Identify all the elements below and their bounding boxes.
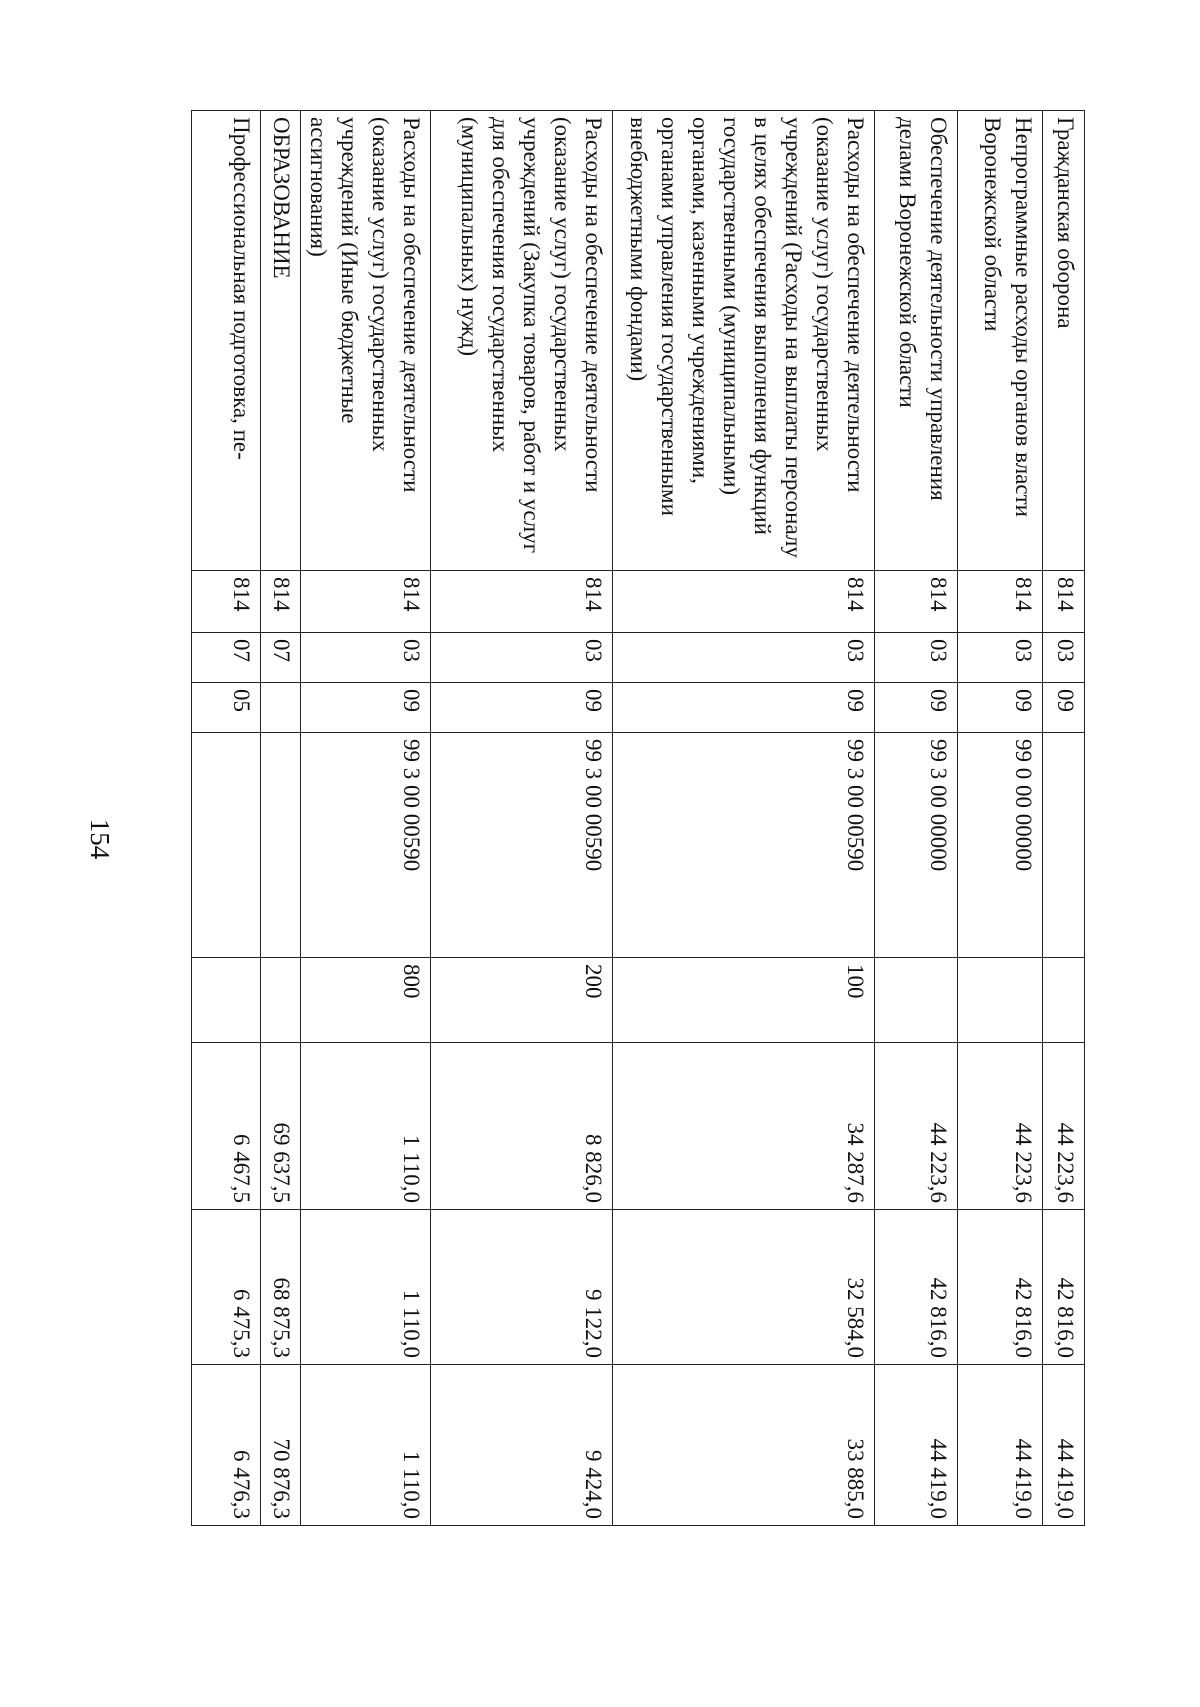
cell-name: Гражданская оборона [1043, 111, 1085, 571]
cell-csr: 99 3 00 00590 [301, 733, 431, 958]
budget-table [191, 110, 1085, 1526]
cell-rz: 07 [192, 633, 261, 683]
cell-name: Непрограммные расходы органов власти Воронежской области [958, 111, 1043, 571]
cell-rz: 03 [958, 633, 1043, 683]
cell-vr: 200 [431, 958, 613, 1043]
cell-csr: 99 0 00 00000 [958, 733, 1043, 958]
rotated-table-wrapper [200, 110, 1085, 1525]
cell-rz: 03 [613, 633, 875, 683]
cell-vr [875, 958, 958, 1043]
cell-csr [1043, 733, 1085, 958]
cell-name: Обеспечение деятельности управления делами Воронежской области [875, 111, 958, 571]
page-number: 154 [85, 818, 115, 860]
cell-vr: 800 [301, 958, 431, 1043]
cell-vr [1043, 958, 1085, 1043]
cell-pr: 05 [192, 683, 261, 733]
cell-name: Расходы на обеспечение деятельности (оказание услуг) государственных учреждений (Закупка товаров, работ и услуг для обеспечения государственных (муниципальных) нужд) [431, 111, 613, 571]
cell-amount-year-3: 6 476,3 [192, 1365, 261, 1526]
cell-ved: 814 [875, 571, 958, 633]
cell-amount-year-1: 44 223,6 [1043, 1043, 1085, 1210]
cell-pr: 09 [431, 683, 613, 733]
cell-amount-year-2: 1 110,0 [301, 1210, 431, 1365]
cell-csr: 99 3 00 00000 [875, 733, 958, 958]
cell-vr [192, 958, 261, 1043]
cell-pr [261, 683, 301, 733]
cell-ved: 814 [1043, 571, 1085, 633]
cell-name: Расходы на обеспечение деятельности (оказание услуг) государственных учреждений (Иные бюджетные ассигнования) [301, 111, 431, 571]
cell-name: Расходы на обеспечение деятельности (оказание услуг) государственных учреждений (Расходы на выплаты персоналу в целях обеспечения выполнения функций государственными (муниципальными) органами, казенными учреждениями, органами управления государственными внебюджетными фондами) [613, 111, 875, 571]
cell-csr [192, 733, 261, 958]
cell-rz: 03 [431, 633, 613, 683]
cell-pr: 09 [613, 683, 875, 733]
cell-amount-year-2: 42 816,0 [1043, 1210, 1085, 1365]
cell-amount-year-3: 9 424,0 [431, 1365, 613, 1526]
cell-amount-year-3: 44 419,0 [875, 1365, 958, 1526]
cell-pr: 09 [1043, 683, 1085, 733]
table-row [958, 111, 1043, 1526]
cell-pr: 09 [958, 683, 1043, 733]
cell-vr [261, 958, 301, 1043]
cell-amount-year-3: 70 876,3 [261, 1365, 301, 1526]
cell-rz: 03 [1043, 633, 1085, 683]
cell-amount-year-3: 44 419,0 [1043, 1365, 1085, 1526]
cell-amount-year-3: 1 110,0 [301, 1365, 431, 1526]
cell-name: ОБРАЗОВАНИЕ [261, 111, 301, 571]
cell-pr: 09 [301, 683, 431, 733]
table-row [261, 111, 301, 1526]
cell-vr [958, 958, 1043, 1043]
table-row [192, 111, 261, 1526]
cell-amount-year-1: 34 287,6 [613, 1043, 875, 1210]
cell-rz: 07 [261, 633, 301, 683]
cell-csr: 99 3 00 00590 [431, 733, 613, 958]
cell-ved: 814 [192, 571, 261, 633]
cell-amount-year-3: 44 419,0 [958, 1365, 1043, 1526]
table-row [1043, 111, 1085, 1526]
cell-amount-year-2: 42 816,0 [875, 1210, 958, 1365]
cell-ved: 814 [431, 571, 613, 633]
cell-amount-year-1: 1 110,0 [301, 1043, 431, 1210]
table-frame [200, 110, 1085, 1525]
table-row [875, 111, 958, 1526]
cell-amount-year-2: 68 875,3 [261, 1210, 301, 1365]
cell-ved: 814 [301, 571, 431, 633]
table-row [301, 111, 431, 1526]
cell-csr [261, 733, 301, 958]
cell-name: Профессиональная подготовка, пе- [192, 111, 261, 571]
cell-amount-year-1: 44 223,6 [958, 1043, 1043, 1210]
cell-vr: 100 [613, 958, 875, 1043]
cell-rz: 03 [875, 633, 958, 683]
cell-ved: 814 [613, 571, 875, 633]
table-body [192, 111, 1085, 1526]
cell-amount-year-2: 6 475,3 [192, 1210, 261, 1365]
cell-ved: 814 [261, 571, 301, 633]
table-row [431, 111, 613, 1526]
table-row [613, 111, 875, 1526]
cell-ved: 814 [958, 571, 1043, 633]
cell-amount-year-1: 69 637,5 [261, 1043, 301, 1210]
cell-csr: 99 3 00 00590 [613, 733, 875, 958]
cell-amount-year-1: 8 826,0 [431, 1043, 613, 1210]
cell-amount-year-2: 32 584,0 [613, 1210, 875, 1365]
cell-amount-year-1: 44 223,6 [875, 1043, 958, 1210]
cell-amount-year-2: 42 816,0 [958, 1210, 1043, 1365]
cell-amount-year-3: 33 885,0 [613, 1365, 875, 1526]
cell-pr: 09 [875, 683, 958, 733]
cell-amount-year-2: 9 122,0 [431, 1210, 613, 1365]
cell-rz: 03 [301, 633, 431, 683]
cell-amount-year-1: 6 467,5 [192, 1043, 261, 1210]
